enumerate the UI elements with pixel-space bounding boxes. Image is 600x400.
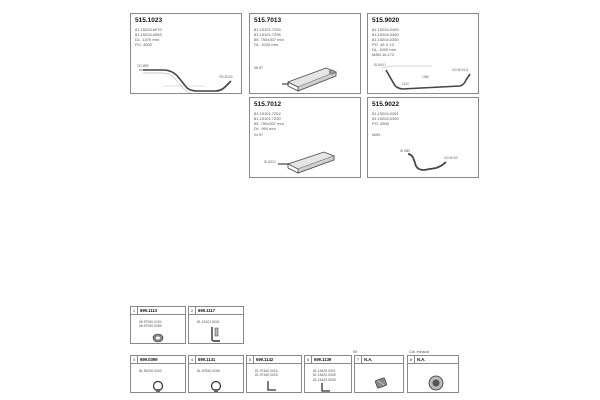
accessory-index: 6 — [305, 356, 312, 364]
part-number: 515.1023 — [135, 17, 163, 24]
exhaust-elbow-drawing — [398, 146, 478, 176]
accessory-699-1117[interactable] — [188, 306, 244, 344]
exhaust-pipe-drawing — [372, 58, 478, 94]
dim-label: OD Ø100 — [219, 75, 233, 79]
accessory-index: 5 — [247, 356, 254, 364]
exhaust-pipe-drawing — [135, 60, 241, 94]
hanger-icon — [319, 382, 333, 393]
mounting-kit-icon — [373, 375, 389, 391]
accessory-index: 8 — [408, 356, 415, 364]
accessory-codes: 81.96230.0002 — [139, 369, 162, 373]
accessory-number: N.A. — [364, 357, 373, 362]
accessory-codes: 81.15420.0001 81.15420.0005 81.15420.0006 — [313, 369, 336, 382]
accessory-number: N.A. — [417, 357, 426, 362]
muffler-drawing — [264, 142, 344, 176]
dim-label: ID Ø89 — [400, 149, 411, 153]
accessory-number: 699.1117 — [198, 308, 216, 313]
part-specs: 81.15204.0261 81.15204.0300 PO. 4500 — [372, 111, 399, 126]
part-card-515-9020[interactable] — [367, 13, 479, 94]
dim-label: OD Ø89 — [137, 64, 149, 68]
accessory-699-1113[interactable] — [130, 306, 186, 344]
part-card-515-7013[interactable] — [249, 13, 361, 94]
accessory-index: 4 — [189, 356, 196, 364]
accessory-codes: 06.97940.0194 06.97940.0089 — [139, 320, 162, 329]
dim-label: 1120 — [402, 82, 409, 86]
accessory-kit[interactable] — [354, 355, 404, 393]
part-specs: 81.15204.6070 81.15204.6059 DL. 1470 mm PO. 4500 — [135, 27, 162, 47]
part-card-515-1023[interactable] — [130, 13, 242, 94]
accessory-number: 699.1141 — [198, 357, 216, 362]
dim-label: 1380 — [422, 75, 430, 79]
date-note: 06.97 — [254, 66, 263, 70]
dim-label: OD Ø100 — [444, 156, 458, 160]
accessory-index: 7 — [355, 356, 362, 364]
part-number: 515.9020 — [372, 17, 400, 24]
hanger-icon — [265, 380, 279, 393]
dim-label: ID Ø101 — [264, 160, 276, 164]
gasket-icon — [151, 332, 165, 344]
accessory-699-1139[interactable] — [304, 355, 352, 393]
accessory-number: 699.1113 — [140, 308, 158, 313]
accessory-index: 2 — [189, 307, 196, 315]
accessory-index: 3 — [131, 356, 138, 364]
part-number: 515.7013 — [254, 17, 282, 24]
part-specs: 81.15204.0459 81.15204.0360 81.15204.0350 PO. 45 X 13 DL. 1500 mm MAN 16.172 — [372, 27, 399, 57]
date-note: 04.97 — [254, 133, 263, 137]
accessory-number: 699.0399 — [140, 357, 158, 362]
accessory-699-1141[interactable] — [188, 355, 244, 393]
accessory-699-0399[interactable] — [130, 355, 186, 393]
part-number: 515.9022 — [372, 101, 400, 108]
kit-note: Kit — [353, 350, 358, 354]
accessory-codes: 81.97840.0206 — [197, 369, 220, 373]
accessory-index: 1 — [131, 307, 138, 315]
part-card-515-7012[interactable] — [249, 97, 361, 178]
dim-label: ID Ø101 — [374, 63, 386, 67]
maker-note: MAN — [372, 133, 380, 137]
part-specs: 81.15101.7252 81.15101.7290 85. 750x307 mm DL. 990 mm — [254, 111, 284, 131]
part-card-515-9022[interactable] — [367, 97, 479, 178]
cat-exhaust-note: Cat. exhaust — [409, 350, 430, 354]
muffler-drawing — [280, 60, 350, 94]
dim-label: OD Ø101.6 — [452, 68, 469, 72]
bracket-icon — [209, 325, 223, 343]
part-specs: 81.15101.7294 81.15101.7295 85. 750x307 mm DL. 1030 mm — [254, 27, 284, 47]
accessory-codes: 81.97440.0016 81.97440.0015 — [255, 369, 278, 378]
part-number: 515.7012 — [254, 101, 282, 108]
catalytic-converter-icon — [427, 374, 445, 392]
accessory-cat-exhaust[interactable] — [407, 355, 459, 393]
accessory-number: 699.1142 — [256, 357, 274, 362]
accessory-codes: 81.15101.6001 — [197, 320, 220, 324]
accessory-699-1142[interactable] — [246, 355, 302, 393]
accessory-number: 699.1139 — [314, 357, 332, 362]
clamp-icon — [151, 380, 165, 393]
clamp-icon — [209, 380, 223, 393]
